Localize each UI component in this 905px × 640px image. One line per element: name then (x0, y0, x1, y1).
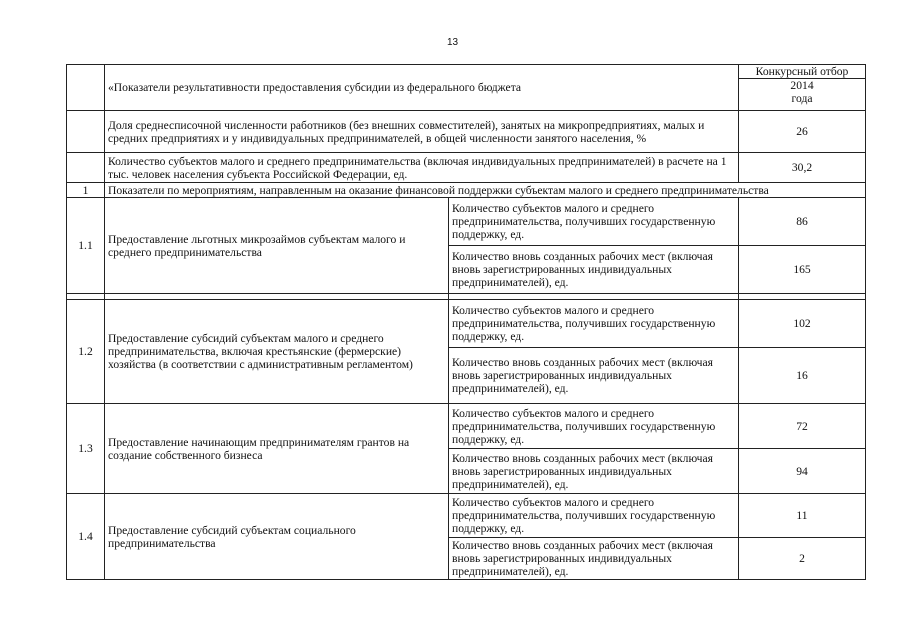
measure-name: Предоставление льготных микрозаймов субъектам малого и среднего предпринимательства (105, 198, 449, 294)
summary-text: Доля среднесписочной численности работников (без внешних совместителей), занятых на микропредприятиях, малых и средних предприятиях и у индивидуальных предпринимателей, в общей численности занятого населения, % (105, 111, 739, 153)
summary-value: 30,2 (739, 153, 866, 183)
indicator-supported: Количество субъектов малого и среднего предпринимательства, получивших государственную поддержку, ед. (449, 494, 739, 538)
measure-number: 1.4 (67, 494, 105, 580)
indicators-table (66, 64, 866, 580)
measure-name: Предоставление начинающим предпринимателям грантов на создание собственного бизнеса (105, 404, 449, 494)
measure-number: 1.2 (67, 300, 105, 404)
measure-number: 1.1 (67, 198, 105, 294)
value-jobs: 2 (739, 538, 866, 580)
measure-row (67, 494, 866, 538)
measure-row (67, 198, 866, 246)
header-year: 2014 (790, 79, 814, 92)
summary-num-cell (67, 111, 105, 153)
header-selection-cell (739, 65, 866, 111)
measure-number: 1.3 (67, 404, 105, 494)
value-supported: 72 (739, 404, 866, 449)
indicator-supported: Количество субъектов малого и среднего предпринимательства, получивших государственную поддержку, ед. (449, 198, 739, 246)
value-jobs: 16 (739, 348, 866, 404)
indicator-jobs: Количество вновь созданных рабочих мест (включая вновь зарегистрированных индивидуальных предпринимателей), ед. (449, 246, 739, 294)
summary-num-cell (67, 153, 105, 183)
indicator-supported: Количество субъектов малого и среднего предпринимательства, получивших государственную поддержку, ед. (449, 300, 739, 348)
header-year-unit: года (791, 92, 813, 105)
section-number: 1 (67, 183, 105, 198)
value-supported: 11 (739, 494, 866, 538)
section-title: Показатели по мероприятиям, направленным на оказание финансовой поддержки субъектам малого и среднего предпринимательства (105, 183, 866, 198)
measure-row (67, 404, 866, 449)
page-number: 13 (446, 37, 459, 48)
measure-name: Предоставление субсидий субъектам социального предпринимательства (105, 494, 449, 580)
table-title: «Показатели результативности предоставления субсидии из федерального бюджета (105, 65, 739, 111)
summary-value: 26 (739, 111, 866, 153)
value-supported: 86 (739, 198, 866, 246)
indicator-jobs: Количество вновь созданных рабочих мест (включая вновь зарегистрированных индивидуальных предпринимателей), ед. (449, 449, 739, 494)
value-jobs: 94 (739, 449, 866, 494)
summary-row (67, 153, 866, 183)
indicator-jobs: Количество вновь созданных рабочих мест (включая вновь зарегистрированных индивидуальных предпринимателей), ед. (449, 348, 739, 404)
value-supported: 102 (739, 300, 866, 348)
value-jobs: 165 (739, 246, 866, 294)
header-selection-title: Конкурсный отбор (739, 65, 865, 79)
summary-row (67, 111, 866, 153)
indicator-supported: Количество субъектов малого и среднего предпринимательства, получивших государственную поддержку, ед. (449, 404, 739, 449)
measure-row (67, 300, 866, 348)
section-row (67, 183, 866, 198)
summary-text: Количество субъектов малого и среднего предпринимательства (включая индивидуальных предпринимателей) в расчете на 1 тыс. человек населения субъекта Российской Федерации, ед. (105, 153, 739, 183)
measure-name: Предоставление субсидий субъектам малого и среднего предпринимательства, включая крестьянские (фермерские) хозяйства (в соответствии с административным регламентом) (105, 300, 449, 404)
table-header-row (67, 65, 866, 111)
header-empty-cell (67, 65, 105, 111)
indicator-jobs: Количество вновь созданных рабочих мест (включая вновь зарегистрированных индивидуальных предпринимателей), ед. (449, 538, 739, 580)
